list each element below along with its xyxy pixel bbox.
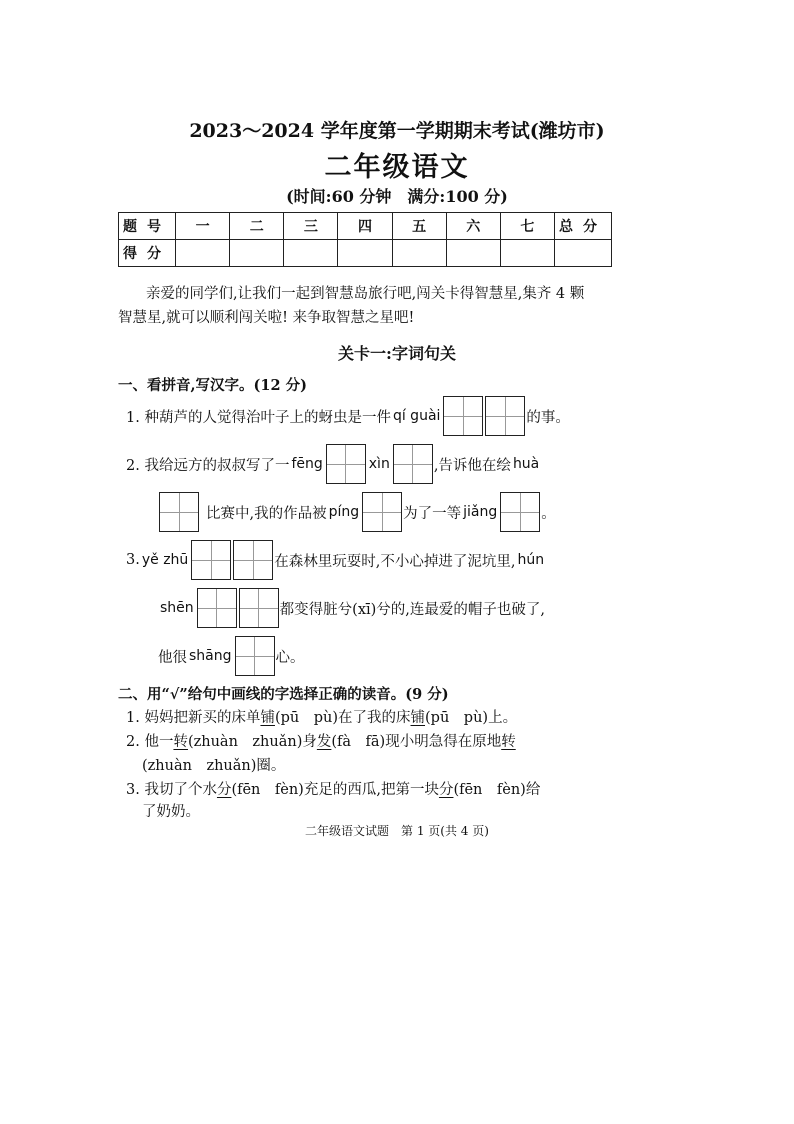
col-4: 四	[338, 213, 392, 240]
text: 1. 妈妈把新买的床单	[126, 710, 261, 726]
pinyin: xìn	[368, 456, 390, 472]
col-7: 七	[500, 213, 554, 240]
q2-item3-line1	[126, 778, 540, 799]
score-cell[interactable]	[338, 240, 392, 267]
q2-item2-line1	[126, 730, 516, 751]
col-2: 二	[230, 213, 284, 240]
choice-text[interactable]: (fēn fèn)充足的西瓜,把第一块	[231, 782, 439, 798]
score-cell[interactable]	[176, 240, 230, 267]
tianzige-box[interactable]	[239, 588, 279, 628]
underlined-char: 铺	[260, 710, 275, 726]
underlined-char: 转	[501, 734, 516, 750]
tianzige-box[interactable]	[197, 588, 237, 628]
subject-title: 二年级语文	[324, 152, 470, 183]
page-footer: 二年级语文试题 第 1 页(共 4 页)	[305, 824, 489, 838]
underlined-char: 发	[316, 734, 332, 750]
pinyin: yě zhū	[141, 552, 189, 568]
q1-item1	[126, 396, 570, 436]
pinyin: jiǎng	[463, 504, 498, 520]
underlined-char: 分	[216, 782, 232, 798]
choice-text[interactable]: (fēn fèn)给	[453, 782, 541, 798]
q2-item1	[126, 706, 517, 727]
tianzige-box[interactable]	[233, 540, 273, 580]
tianzige-box[interactable]	[191, 540, 231, 580]
tianzige-box[interactable]	[485, 396, 525, 436]
exam-title: 2023～2024 学年度第一学期期末考试(潍坊市)	[189, 120, 605, 142]
choice-text[interactable]: (pū pù)上。	[425, 710, 518, 726]
score-cell[interactable]	[284, 240, 338, 267]
pinyin: shēn	[160, 600, 194, 616]
col-6: 六	[446, 213, 500, 240]
q1-item2-line2	[158, 492, 556, 532]
pinyin: fēng	[291, 456, 323, 472]
pinyin: píng	[328, 504, 360, 520]
pinyin: hún	[517, 552, 545, 568]
choice-text[interactable]: (zhuàn zhuǎn)身	[187, 734, 317, 750]
intro-paragraph: 亲爱的同学们,让我们一起到智慧岛旅行吧,闯关卡得智慧星,集齐 4 颗智慧星,就可以顺利闯关啦! 来争取智慧之星吧!	[118, 286, 585, 326]
choice-text[interactable]: (pū pù)在了我的床	[274, 710, 411, 726]
text: 3.	[126, 552, 140, 568]
col-3: 三	[284, 213, 338, 240]
row-label-question: 题号	[119, 213, 176, 240]
score-cell[interactable]	[446, 240, 500, 267]
tianzige-box[interactable]	[443, 396, 483, 436]
score-cell[interactable]	[555, 240, 612, 267]
score-cell[interactable]	[392, 240, 446, 267]
col-total: 总分	[555, 213, 612, 240]
q1-heading: 一、看拼音,写汉字。(12 分)	[118, 377, 307, 394]
text: 在森林里玩耍时,不小心掉进了泥坑里,	[274, 553, 516, 570]
text: 心。	[275, 649, 305, 666]
text: 都变得脏兮(xī)兮的,连最爱的帽子也破了,	[279, 601, 546, 618]
score-cell[interactable]	[500, 240, 554, 267]
score-cell[interactable]	[230, 240, 284, 267]
tianzige-box[interactable]	[159, 492, 199, 532]
text: 1. 种葫芦的人觉得治叶子上的蚜虫是一件	[126, 409, 391, 426]
underlined-char: 分	[438, 782, 454, 798]
level-title: 关卡一:字词句关	[338, 344, 456, 363]
q1-item3-line2	[158, 588, 545, 628]
text: ,告诉他在绘	[433, 457, 511, 474]
pinyin: qí guài	[392, 408, 441, 424]
q1-item3-line3	[158, 636, 305, 676]
underlined-char: 转	[173, 734, 188, 750]
text: 了奶奶。	[142, 804, 200, 820]
tianzige-box[interactable]	[326, 444, 366, 484]
text: 3. 我切了个水	[126, 782, 217, 798]
text: 。	[541, 505, 556, 522]
score-table-score-row	[119, 240, 612, 267]
q1-item3-line1	[126, 540, 546, 580]
tianzige-box[interactable]	[500, 492, 540, 532]
q2-item3-line2	[142, 800, 200, 821]
choice-text[interactable]: (fà fā)现小明急得在原地	[331, 734, 502, 750]
exam-info: (时间:60 分钟 满分:100 分)	[286, 187, 508, 206]
tianzige-box[interactable]	[235, 636, 275, 676]
underlined-char: 铺	[410, 710, 426, 726]
text: 2. 他一	[126, 734, 174, 750]
score-table	[118, 212, 612, 267]
col-5: 五	[392, 213, 446, 240]
q1-item2-line1	[126, 444, 541, 484]
pinyin: shāng	[189, 648, 232, 664]
pinyin: huà	[512, 456, 540, 472]
tianzige-box[interactable]	[393, 444, 433, 484]
row-label-score: 得分	[119, 240, 176, 267]
text: 他很	[158, 649, 187, 666]
text: 比赛中,我的作品被	[206, 505, 327, 522]
score-table-header-row	[119, 213, 612, 240]
col-1: 一	[176, 213, 230, 240]
tianzige-box[interactable]	[362, 492, 402, 532]
text: 的事。	[526, 409, 570, 426]
choice-text[interactable]: (zhuàn zhuǎn)圈。	[142, 758, 286, 774]
q2-item2-line2	[142, 754, 285, 775]
text: 2. 我给远方的叔叔写了一	[126, 457, 290, 474]
text: 为了一等	[403, 505, 462, 522]
q2-heading: 二、用“√”给句中画线的字选择正确的读音。(9 分)	[118, 686, 449, 703]
